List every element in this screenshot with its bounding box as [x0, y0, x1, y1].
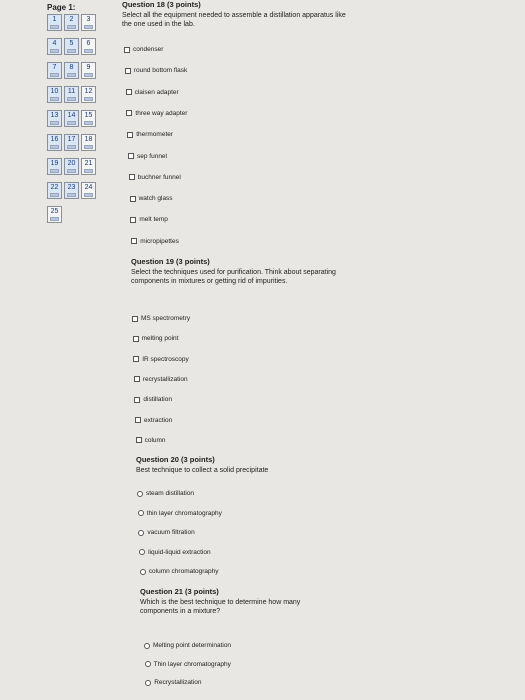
- page-link-1[interactable]: [47, 14, 62, 31]
- option-label: Thin layer chromatography: [153, 660, 231, 668]
- page-link-18[interactable]: [81, 134, 96, 151]
- page-link-11[interactable]: [64, 86, 79, 103]
- checkbox[interactable]: [134, 397, 140, 403]
- q18-option-7[interactable]: [129, 174, 181, 181]
- q19-option-2[interactable]: [133, 335, 179, 342]
- checkbox[interactable]: [126, 89, 132, 95]
- page-number: 24: [84, 184, 93, 191]
- question-text: Select the techniques used for purification. Think about separating components in mixtures or getting rid of impurities.: [131, 269, 336, 285]
- option-label: column: [144, 436, 166, 444]
- checkbox[interactable]: [135, 417, 141, 423]
- page-link-5[interactable]: [64, 38, 79, 55]
- option-label: buchner funnel: [137, 173, 181, 181]
- checkbox[interactable]: [134, 376, 140, 382]
- page-link-13[interactable]: [47, 110, 62, 127]
- page-number: 9: [86, 64, 91, 71]
- page-status-icon: [50, 193, 59, 197]
- radio-button[interactable]: [139, 549, 145, 555]
- page-number: 7: [52, 64, 57, 71]
- page-number: 18: [84, 136, 93, 143]
- page-link-6[interactable]: [81, 38, 96, 55]
- option-label: steam distillation: [146, 490, 195, 497]
- page-number: 23: [67, 184, 76, 191]
- page-number: 21: [84, 160, 93, 167]
- page-status-icon: [84, 193, 93, 197]
- page-link-8[interactable]: [64, 62, 79, 79]
- q20-option-4[interactable]: [139, 549, 211, 556]
- option-label: melt temp: [139, 216, 168, 224]
- option-label: Recrystallization: [154, 679, 202, 686]
- question-19: [131, 257, 346, 286]
- radio-button[interactable]: [137, 491, 143, 497]
- radio-button[interactable]: [145, 680, 151, 686]
- page-number: 10: [50, 88, 59, 95]
- page-status-icon: [50, 121, 59, 125]
- q20-option-2[interactable]: [138, 510, 222, 517]
- q18-option-8[interactable]: [130, 195, 173, 202]
- option-label: extraction: [144, 416, 173, 424]
- option-label: Melting point determination: [153, 642, 232, 649]
- q20-option-3[interactable]: [138, 529, 194, 536]
- page-number: 1: [52, 16, 57, 23]
- question-18: [122, 0, 352, 29]
- page-number: 5: [69, 40, 74, 47]
- q21-option-2[interactable]: [145, 661, 231, 668]
- page-status-icon: [84, 73, 93, 77]
- page-link-16[interactable]: [47, 134, 62, 151]
- page-number: 8: [69, 64, 74, 71]
- option-label: column chromatography: [148, 568, 219, 576]
- page-number: 14: [67, 112, 76, 119]
- checkbox[interactable]: [125, 68, 131, 74]
- checkbox[interactable]: [129, 174, 135, 180]
- page-status-icon: [50, 49, 59, 53]
- q21-option-1[interactable]: [144, 642, 231, 649]
- page-status-icon: [84, 145, 93, 149]
- option-label: micropipettes: [140, 237, 179, 245]
- option-label: MS spectrometry: [141, 315, 191, 322]
- page-number: 3: [86, 16, 91, 23]
- q21-option-3[interactable]: [145, 679, 201, 686]
- page-status-icon: [67, 97, 76, 101]
- question-text: Which is the best technique to determine how many components in a mixture?: [140, 599, 301, 615]
- page-status-icon: [84, 121, 93, 125]
- radio-button[interactable]: [138, 530, 144, 536]
- page-link-19[interactable]: [47, 158, 62, 175]
- q19-option-4[interactable]: [134, 376, 188, 383]
- page-status-icon: [50, 217, 59, 221]
- q18-option-4[interactable]: [126, 110, 187, 117]
- page-status-icon: [84, 25, 93, 29]
- page-number: 15: [84, 112, 93, 119]
- page-link-24[interactable]: [81, 182, 96, 199]
- page-link-10[interactable]: [47, 86, 62, 103]
- page-link-23[interactable]: [64, 182, 79, 199]
- question-title: Question 18 (3 points): [122, 0, 201, 9]
- q19-option-3[interactable]: [133, 356, 189, 363]
- page-number: 12: [84, 88, 93, 95]
- page-label: Page 1:: [47, 3, 76, 12]
- option-label: condenser: [133, 46, 164, 53]
- checkbox[interactable]: [131, 238, 137, 244]
- radio-button[interactable]: [140, 569, 146, 575]
- option-label: distillation: [143, 396, 172, 404]
- page-link-17[interactable]: [64, 134, 79, 151]
- q19-option-5[interactable]: [134, 396, 172, 403]
- option-label: IR spectroscopy: [142, 355, 189, 363]
- page-status-icon: [84, 169, 93, 173]
- page-link-7[interactable]: [47, 62, 62, 79]
- page-link-20[interactable]: [64, 158, 79, 175]
- q18-option-5[interactable]: [127, 131, 173, 138]
- question-21: [140, 587, 340, 616]
- checkbox[interactable]: [130, 217, 136, 223]
- page-status-icon: [50, 97, 59, 101]
- option-label: vacuum filtration: [147, 529, 195, 537]
- checkbox[interactable]: [133, 356, 139, 362]
- q19-option-6[interactable]: [135, 417, 172, 424]
- option-label: claisen adapter: [134, 88, 179, 96]
- page-number: 11: [67, 88, 76, 95]
- question-title: Question 20 (3 points): [136, 455, 215, 464]
- q19-option-7[interactable]: [136, 437, 166, 444]
- radio-button[interactable]: [144, 643, 150, 649]
- page-navigator: [47, 3, 107, 223]
- q18-option-6[interactable]: [128, 153, 167, 160]
- page-number: 20: [67, 160, 76, 167]
- page-status-icon: [67, 169, 76, 173]
- page-link-12[interactable]: [81, 86, 96, 103]
- page-number: 17: [67, 136, 76, 143]
- page-number: 4: [52, 40, 57, 47]
- page-status-icon: [67, 49, 76, 53]
- option-label: three way adapter: [135, 109, 188, 117]
- page-number: 6: [86, 40, 91, 47]
- page-link-4[interactable]: [47, 38, 62, 55]
- page-link-3[interactable]: [81, 14, 96, 31]
- page-status-icon: [67, 145, 76, 149]
- checkbox[interactable]: [132, 316, 138, 322]
- q18-option-3[interactable]: [126, 89, 179, 96]
- option-label: thin layer chromatography: [146, 509, 222, 517]
- page-number: 19: [50, 160, 59, 167]
- page-grid: [47, 14, 107, 223]
- q18-option-9[interactable]: [130, 216, 168, 223]
- page-link-14[interactable]: [64, 110, 79, 127]
- option-label: melting point: [141, 335, 179, 343]
- page-number: 25: [50, 208, 59, 215]
- page-status-icon: [84, 49, 93, 53]
- page-link-25[interactable]: [47, 206, 62, 223]
- question-title: Question 19 (3 points): [131, 257, 210, 266]
- checkbox[interactable]: [128, 153, 134, 159]
- page-status-icon: [50, 169, 59, 173]
- radio-button[interactable]: [138, 510, 144, 516]
- page-link-22[interactable]: [47, 182, 62, 199]
- page-status-icon: [50, 73, 59, 77]
- page-status-icon: [67, 25, 76, 29]
- checkbox[interactable]: [126, 110, 132, 116]
- option-label: watch glass: [138, 195, 173, 203]
- option-label: recrystallization: [142, 375, 188, 383]
- question-text: Best technique to collect a solid precipitate: [136, 467, 269, 474]
- page-number: 2: [69, 16, 74, 23]
- page-link-15[interactable]: [81, 110, 96, 127]
- option-label: sep funnel: [137, 152, 167, 160]
- page-link-2[interactable]: [64, 14, 79, 31]
- question-text: Select all the equipment needed to assemble a distillation apparatus like the one used in the lab.: [122, 12, 346, 28]
- q18-option-2[interactable]: [125, 67, 187, 74]
- page-link-9[interactable]: [81, 62, 96, 79]
- checkbox[interactable]: [136, 437, 142, 443]
- page-number: 13: [50, 112, 59, 119]
- option-label: round bottom flask: [133, 67, 188, 75]
- page-status-icon: [67, 193, 76, 197]
- checkbox[interactable]: [130, 196, 136, 202]
- q20-option-1[interactable]: [137, 490, 194, 497]
- question-title: Question 21 (3 points): [140, 587, 219, 596]
- q20-option-5[interactable]: [140, 568, 219, 575]
- page-status-icon: [67, 121, 76, 125]
- option-label: thermometer: [136, 131, 174, 139]
- checkbox[interactable]: [124, 47, 130, 53]
- page-number: 16: [50, 136, 59, 143]
- checkbox[interactable]: [133, 336, 139, 342]
- option-label: liquid-liquid extraction: [148, 548, 211, 556]
- q19-option-1[interactable]: [132, 315, 190, 322]
- q18-option-10[interactable]: [131, 238, 179, 245]
- page-status-icon: [50, 145, 59, 149]
- page-status-icon: [67, 73, 76, 77]
- question-20: [136, 455, 351, 475]
- page-status-icon: [84, 97, 93, 101]
- checkbox[interactable]: [127, 132, 133, 138]
- page-status-icon: [50, 25, 59, 29]
- page-link-21[interactable]: [81, 158, 96, 175]
- radio-button[interactable]: [145, 661, 151, 667]
- page-number: 22: [50, 184, 59, 191]
- q18-option-1[interactable]: [124, 46, 163, 53]
